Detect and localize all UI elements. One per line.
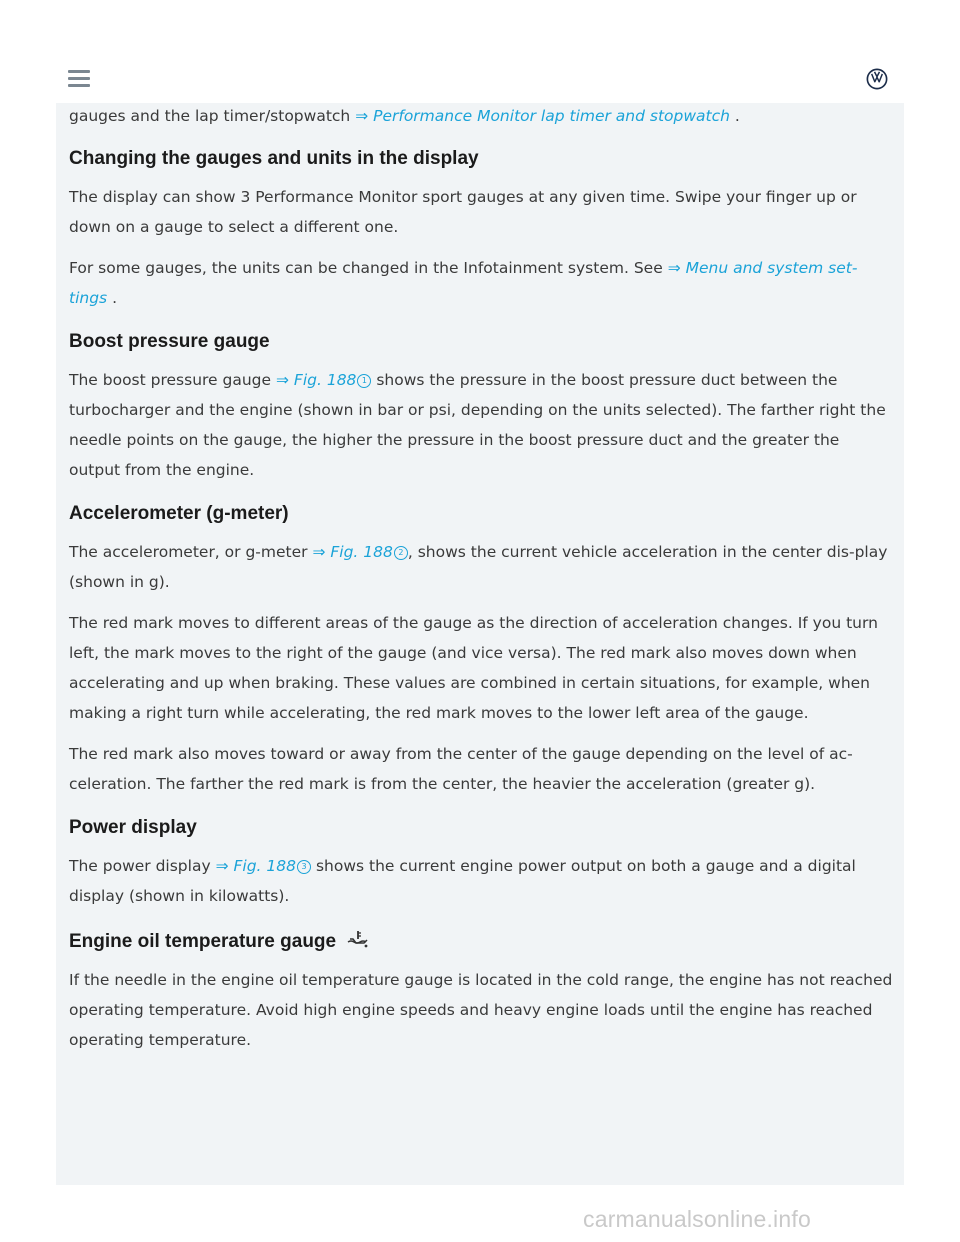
boost-text-pre: The boost pressure gauge	[69, 371, 272, 389]
callout-3: 3	[297, 860, 311, 874]
intro-tail: .	[734, 107, 740, 125]
heading-power-display: Power display	[69, 817, 197, 838]
link-fig-188-1[interactable]	[276, 371, 371, 389]
fig-ref-3: ⇒ Fig. 188	[215, 857, 296, 875]
paragraph-units	[69, 253, 895, 313]
heading-boost-pressure: Boost pressure gauge	[69, 331, 270, 352]
oil-temperature-icon	[345, 929, 369, 949]
link-fig-188-3[interactable]	[216, 857, 311, 875]
fig-ref-2: ⇒ Fig. 188	[312, 543, 393, 561]
heading-oil-temperature	[69, 929, 895, 953]
callout-1: 1	[357, 374, 371, 388]
boost-text-post: shows the pressure in the boost pressure duct between the turbocharger and the engine (shown in bar or psi, depending on the units selected). The farther right the needle points on the gauge, the higher the pressure in the boost pressure duct and the greater the output from the engine.	[69, 371, 886, 479]
units-tail: .	[112, 289, 117, 307]
link-menu-settings-part2: tings	[69, 289, 108, 307]
paragraph-boost-pressure	[69, 365, 895, 485]
paragraph-red-mark-direction: The red mark moves to different areas of the gauge as the direction of acceleration changes. If you turn left, the mark moves to the right of the gauge (and vice versa). The red mark also moves down when accelerating and up when braking. These values are combined in certain situations, for example, when making a right turn while accelerating, the red mark moves to the lower left area of the gauge.	[69, 614, 878, 722]
top-bar	[56, 58, 904, 104]
units-text: For some gauges, the units can be changed in the Infotainment system. See	[69, 259, 663, 277]
heading-accelerometer: Accelerometer (g-meter)	[69, 503, 289, 524]
link-lap-timer[interactable]: ⇒ Performance Monitor lap timer and stopwatch	[355, 107, 730, 125]
article-content	[69, 103, 895, 1055]
intro-paragraph	[69, 101, 895, 131]
paragraph-red-mark-center: The red mark also moves toward or away from the center of the gauge depending on the level of ac-celeration. The farther the red mark is from the center, the heavier the acceleration (greater g).	[69, 745, 853, 793]
paragraph-oil-temperature: If the needle in the engine oil temperature gauge is located in the cold range, the engine has not reached operating temperature. Avoid high engine speeds and heavy engine loads until the engine has reached operating temperature.	[69, 971, 893, 1049]
callout-2: 2	[394, 546, 408, 560]
menu-icon[interactable]	[68, 70, 90, 88]
paragraph-power-display	[69, 851, 895, 911]
paragraph-accelerometer	[69, 537, 895, 597]
link-menu-settings-part1: ⇒ Menu and system set-	[667, 259, 858, 277]
heading-changing-gauges: Changing the gauges and units in the display	[69, 148, 479, 169]
oil-heading-text: Engine oil temperature gauge	[69, 931, 337, 952]
intro-text: gauges and the lap timer/stopwatch	[69, 107, 351, 125]
paragraph-gauges-display: The display can show 3 Performance Monitor sport gauges at any given time. Swipe your finger up or down on a gauge to select a different one.	[69, 188, 857, 236]
power-text-post: shows the current engine power output on both a gauge and a digital display (shown in kilowatts).	[69, 857, 856, 905]
watermark: carmanualsonline.info	[583, 1206, 811, 1232]
fig-ref-1: ⇒ Fig. 188	[276, 371, 357, 389]
accel-text-pre: The accelerometer, or g-meter	[69, 543, 308, 561]
vw-logo-icon[interactable]	[866, 68, 888, 90]
link-fig-188-2[interactable]	[312, 543, 407, 561]
power-text-pre: The power display	[69, 857, 211, 875]
accel-text-post: , shows the current vehicle acceleration in the center dis-play (shown in g).	[69, 543, 888, 591]
